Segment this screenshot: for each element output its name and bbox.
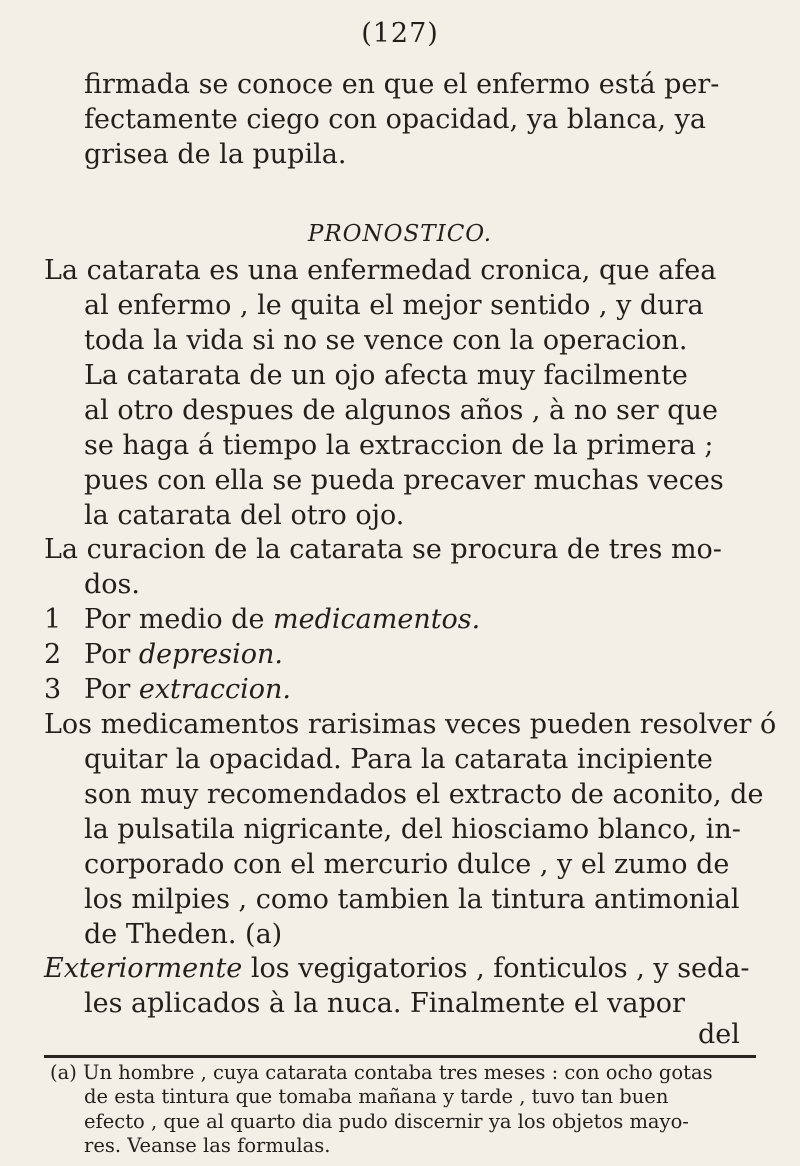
list-number: 2 bbox=[44, 639, 62, 671]
list-item-prefix: Por medio de bbox=[84, 604, 265, 636]
list-item-prefix: Por bbox=[84, 639, 131, 671]
footnote-rule bbox=[44, 1055, 756, 1058]
text-line: se haga á tiempo la extraccion de la primera ; bbox=[84, 429, 714, 461]
catchword: del bbox=[698, 1019, 740, 1051]
list-item-term: extraccion. bbox=[138, 674, 292, 706]
list-item bbox=[84, 638, 283, 673]
list-item-term: depresion. bbox=[138, 639, 283, 671]
text-line: Los medicamentos rarisimas veces pueden resolver ó bbox=[44, 709, 777, 741]
text-line: pues con ella se pueda precaver muchas veces bbox=[84, 464, 724, 496]
list-number: 1 bbox=[44, 604, 62, 636]
text-line bbox=[44, 952, 750, 987]
text-line: grisea de la pupila. bbox=[84, 138, 347, 170]
text-line: firmada se conoce en que el enfermo está per- bbox=[84, 68, 720, 100]
section-heading: PRONOSTICO. bbox=[307, 221, 493, 248]
list-number: 3 bbox=[44, 674, 62, 706]
text-line: la pulsatila nigricante, del hiosciamo blanco, in- bbox=[84, 813, 741, 845]
text-line: al enfermo , le quita el mejor sentido , y dura bbox=[84, 290, 704, 322]
text-line: los milpies , como tambien la tintura antimonial bbox=[84, 883, 740, 915]
text-line: La catarata de un ojo afecta muy facilmente bbox=[84, 359, 688, 391]
text-line-rest: los vegigatorios , fonticulos , y seda- bbox=[250, 953, 750, 985]
list-item-prefix: Por bbox=[84, 674, 131, 706]
text-line: toda la vida si no se vence con la operacion. bbox=[84, 324, 688, 356]
text-line: La catarata es una enfermedad cronica, que afea bbox=[44, 255, 717, 287]
italic-lead-word: Exteriormente bbox=[44, 953, 243, 985]
text-line: de Theden. (a) bbox=[84, 918, 283, 950]
text-line: corporado con el mercurio dulce , y el zumo de bbox=[84, 848, 730, 880]
text-line: La curacion de la catarata se procura de tres mo- bbox=[44, 534, 722, 566]
list-item-term: medicamentos. bbox=[273, 604, 481, 636]
text-line: dos. bbox=[84, 569, 140, 601]
footnote-line: (a) Un hombre , cuya catarata contaba tres meses : con ocho gotas bbox=[50, 1061, 713, 1085]
list-item bbox=[84, 673, 291, 708]
footnote-line: de esta tintura que tomaba mañana y tarde , tuvo tan buen bbox=[84, 1085, 669, 1109]
text-line: fectamente ciego con opacidad, ya blanca, ya bbox=[84, 103, 706, 135]
page-number: (127) bbox=[361, 18, 439, 49]
text-line: les aplicados à la nuca. Finalmente el vapor bbox=[84, 988, 685, 1020]
text-line: la catarata del otro ojo. bbox=[84, 499, 405, 531]
text-line: quitar la opacidad. Para la catarata incipiente bbox=[84, 743, 713, 775]
text-line: al otro despues de algunos años , à no ser que bbox=[84, 394, 718, 426]
list-item bbox=[84, 603, 480, 638]
footnote-line: res. Veanse las formulas. bbox=[84, 1133, 331, 1157]
text-line: son muy recomendados el extracto de aconito, de bbox=[84, 778, 764, 810]
footnote-line: efecto , que al quarto dia pudo discernir ya los objetos mayo- bbox=[84, 1109, 689, 1133]
